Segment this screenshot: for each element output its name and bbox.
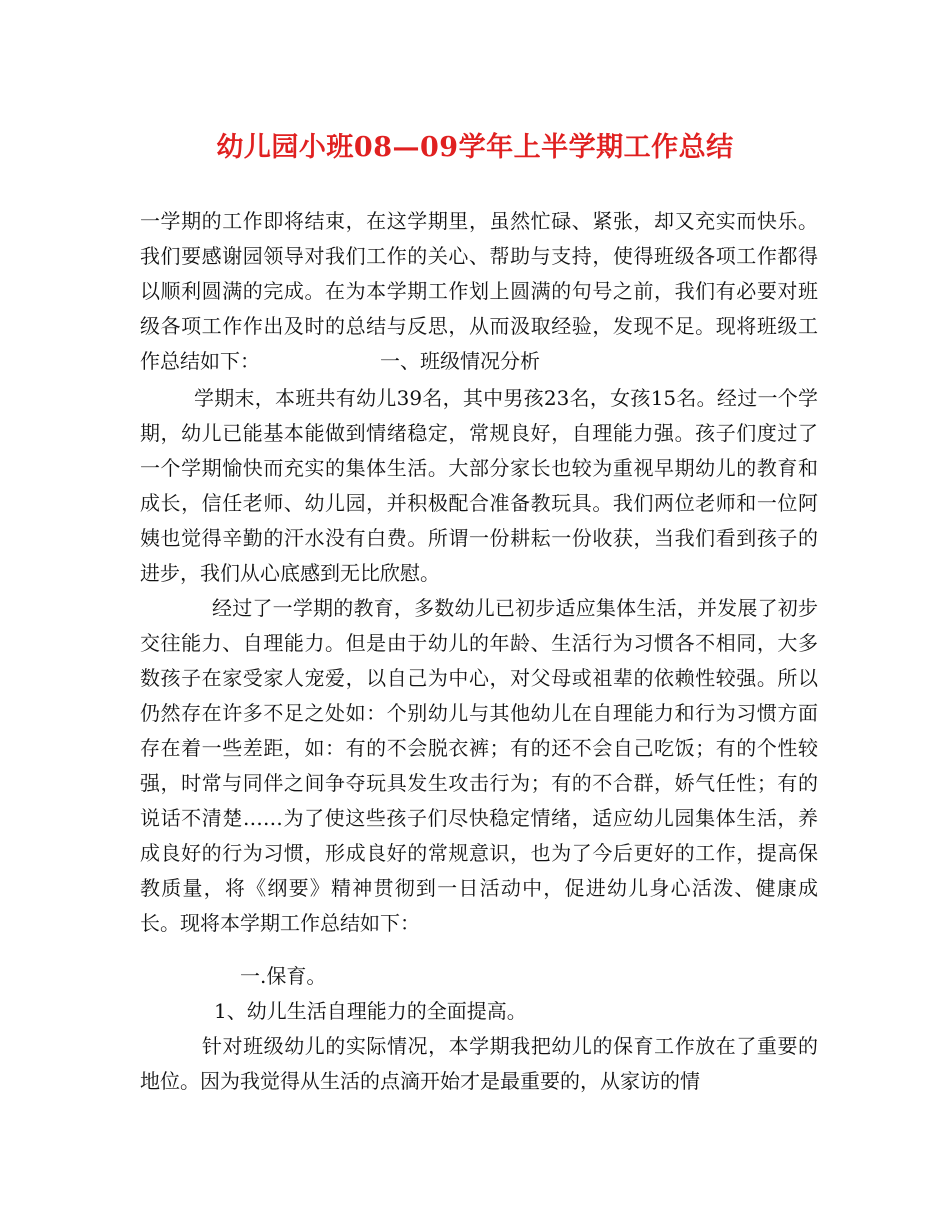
class-info-paragraph: 学期末，本班共有幼儿39名，其中男孩23名，女孩15名。经过一个学期，幼儿已能基本能做到情绪稳定，常规良好，自理能力强。孩子们度过了一个学期愉快而充实的集体生活。大部分家长也较为重视早期幼儿的教育和成长，信任老师、幼儿园，并积极配合准备教玩具。我们两位老师和一位阿姨也觉得辛勤的汗水没有白费。所谓一份耕耘一份收获，当我们看到孩子的进步，我们从心底感到无比欣慰。 [140, 386, 818, 585]
intro-paragraph [140, 204, 818, 379]
document-title: 幼儿园小班08—09学年上半学期工作总结 [216, 132, 734, 163]
subsection-heading-self-care: 1、幼儿生活自理能力的全面提高。 [214, 999, 527, 1023]
section-heading-class-analysis: 一、班级情况分析 [380, 349, 540, 373]
progress-paragraph: 经过了一学期的教育，多数幼儿已初步适应集体生活，并发展了初步交往能力、自理能力。但是由于幼儿的年龄、生活行为习惯各不相同，大多数孩子在家受家人宠爱，以自己为中心，对父母或祖辈的依赖性较强。所以仍然存在许多不足之处如：个别幼儿与其他幼儿在自理能力和行为习惯方面存在着一些差距，如：有的不会脱衣裤；有的还不会自己吃饭；有的个性较强，时常与同伴之间争夺玩具发生攻击行为；有的不合群，娇气任性；有的说话不清楚……为了使这些孩子们尽快稳定情绪，适应幼儿园集体生活，养成良好的行为习惯，形成良好的常规意识，也为了今后更好的工作，提高保教质量，将《纲要》精神贯彻到一日活动中，促进幼儿身心活泼、健康成长。现将本学期工作总结如下： [140, 596, 818, 935]
care-paragraph: 针对班级幼儿的实际情况，本学期我把幼儿的保育工作放在了重要的地位。因为我觉得从生活的点滴开始才是最重要的，从家访的情 [140, 1034, 818, 1093]
section-heading-care: 一.保育。 [240, 964, 327, 988]
intro-text: 一学期的工作即将结束，在这学期里，虽然忙碌、紧张，却又充实而快乐。我们要感谢园领导对我们工作的关心、帮助与支持，使得班级各项工作都得以顺利圆满的完成。在为本学期工作划上圆满的句号之前，我们有必要对班级各项工作作出及时的总结与反思，从而汲取经验，发现不足。现将班级工作总结如下： [140, 209, 818, 373]
